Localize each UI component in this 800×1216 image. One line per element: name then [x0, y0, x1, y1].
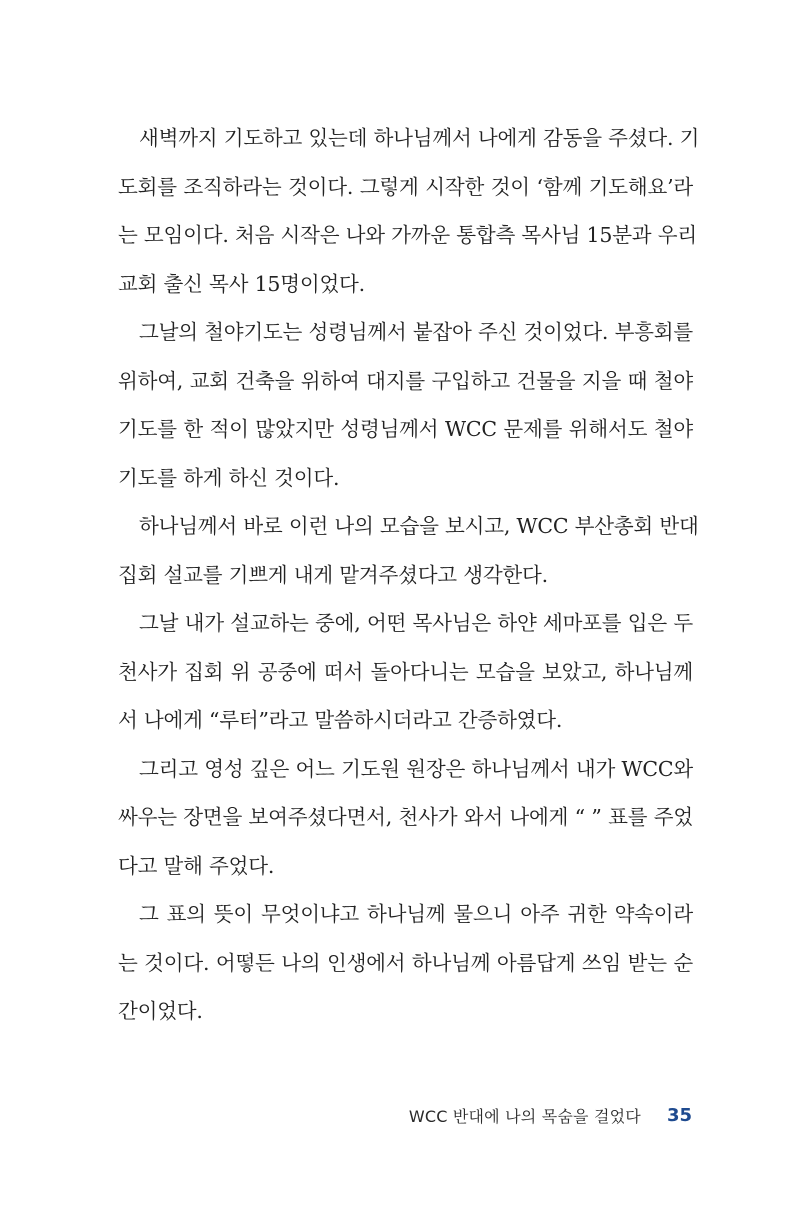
text-line: 기도를 하게 하신 것이다.: [118, 465, 340, 490]
text-line: 다고 말해 주었다.: [118, 853, 275, 878]
page-footer: [409, 1100, 692, 1130]
running-title: WCC 반대에 나의 목숨을 걸었다: [408, 1106, 641, 1126]
text-line: 기도를 한 적이 많았지만 성령님께서 WCC 문제를 위해서도 철야: [118, 417, 693, 441]
text-line: 싸우는 장면을 보여주셨다면서, 천사가 와서 나에게 “ ” 표를 주었: [118, 805, 693, 829]
paragraph: [118, 599, 693, 745]
text-line: 교회 출신 목사 15명이었다.: [118, 271, 365, 296]
text-line: 하나님께서 바로 이런 나의 모습을 보시고, WCC 부산총회 반대: [139, 514, 699, 538]
text-line: 집회 설교를 기쁘게 내게 맡겨주셨다고 생각한다.: [118, 562, 548, 587]
text-line: 간이었다.: [118, 999, 203, 1023]
text-line: 천사가 집회 위 공중에 떠서 돌아다니는 모습을 보았고, 하나님께: [118, 659, 693, 684]
text-line: 그날의 철야기도는 성령님께서 붙잡아 주신 것이었다. 부흥회를: [139, 320, 693, 344]
text-line: 그리고 영성 깊은 어느 기도원 원장은 하나님께서 내가 WCC와: [139, 756, 693, 781]
text-line: 도회를 조직하라는 것이다. 그렇게 시작한 것이 ‘함께 기도해요’라: [118, 174, 693, 199]
paragraph: [118, 114, 700, 308]
body-text: [118, 114, 700, 1036]
text-line: 는 것이다. 어떻든 나의 인생에서 하나님께 아름답게 쓰임 받는 순: [118, 950, 693, 975]
page-number: 35: [666, 1104, 692, 1126]
text-line: 서 나에게 “루터”라고 말씀하시더라고 간증하였다.: [118, 708, 563, 732]
text-line: 그 표의 뜻이 무엇이냐고 하나님께 물으니 아주 귀한 약속이라: [139, 902, 693, 926]
paragraph: [118, 502, 699, 599]
text-line: 새벽까지 기도하고 있는데 하나님께서 나에게 감동을 주셨다. 기: [139, 126, 700, 150]
text-line: 는 모임이다. 처음 시작은 나와 가까운 통합측 목사님 15분과 우리: [118, 223, 697, 247]
text-line: 그날 내가 설교하는 중에, 어떤 목사님은 하얀 세마포를 입은 두: [139, 611, 693, 635]
paragraph: [118, 308, 693, 502]
paragraph: [118, 890, 693, 1036]
paragraph: [118, 745, 693, 891]
text-line: 위하여, 교회 건축을 위하여 대지를 구입하고 건물을 지을 때 철야: [118, 368, 693, 393]
